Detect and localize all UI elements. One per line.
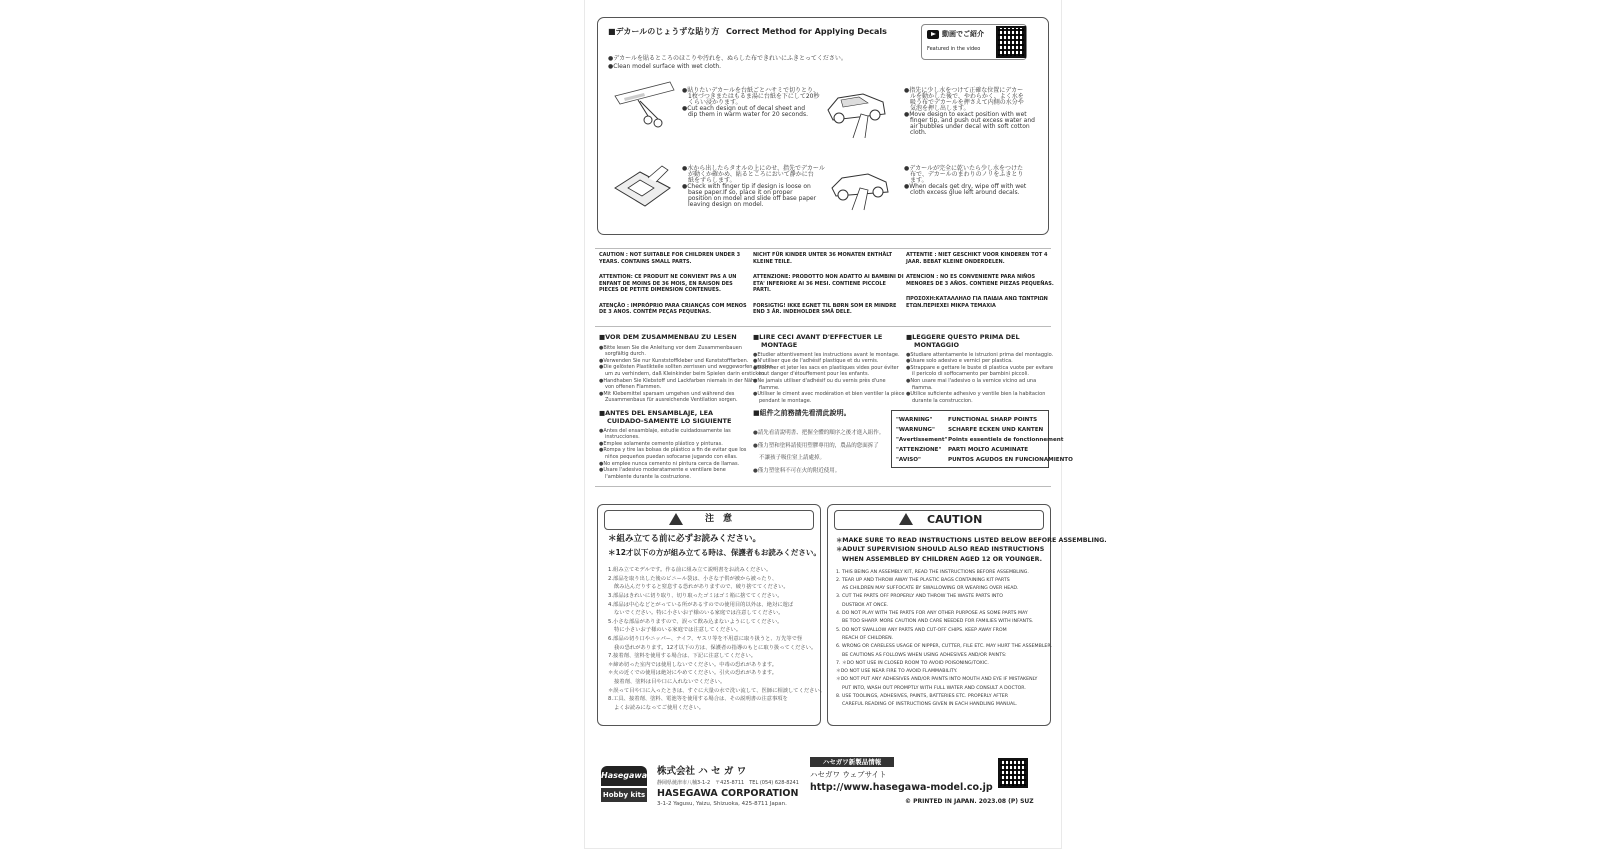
address-jp: 静岡県焼津市八楠3-1-2 〒425-8711 TEL (054) 628-8241	[657, 780, 799, 786]
sharp-row: "WARNUNG" SCHARFE ECKEN UND KANTEN	[896, 427, 1044, 433]
car-wiping-illustration	[828, 158, 893, 213]
list-line: ＊DO NOT PUT ANY ADHESIVES AND/OR PAINTS INTO MOUTH AND EYE IF MISTAKENLY	[836, 677, 1038, 683]
es-body	[599, 427, 746, 480]
list-line: ●Bitte lesen Sie die Anleitung vor dem Zusammenbauen	[599, 344, 742, 351]
warning-line: MENORES DE 3 AÑOS. CONTIENE PIEZAS PEQUEÑAS.	[906, 280, 1054, 287]
warning-triangle-icon	[669, 513, 683, 525]
warning-block	[906, 296, 1054, 309]
list-line: l'ambiente durante la costruzione.	[605, 473, 691, 480]
list-line: il pericolo di soffocamento per bambini piccoli.	[912, 371, 1029, 378]
list-line: ●Antes del ensamblaje, estudie cuidadosamente las	[599, 427, 731, 434]
warning-block	[753, 252, 904, 265]
warning-line: YEARS. CONTAINS SMALL PARTS.	[599, 258, 692, 265]
list-line: sorgfältig durch.	[605, 351, 646, 358]
fr-title: ■LIRE CECI AVANT D'EFFECTUER LE	[753, 333, 883, 341]
list-line: 6. WRONG OR CARELESS USAGE OF NIPPER, CUTTER, FILE ETC. MAY HURT THE ASSEMBLER.	[836, 644, 1052, 650]
list-line: ●請先看清說明書、把握全體的順序之後才進入組作。	[753, 430, 885, 436]
list-line: ●Non usare mai l'adesivo o la vernice vicino ad una	[906, 377, 1037, 384]
fr-body	[753, 351, 904, 404]
caution-jp-title: 注 意	[705, 514, 733, 524]
list-line: instrucciones.	[605, 434, 640, 441]
list-line: ＊火の近くでの使用は絶対にやめてください。引火の恐れがあります。	[608, 670, 778, 677]
printed-notice: © PRINTED IN JAPAN. 2023.08 (P) SUZ	[905, 798, 1034, 805]
caution-jp-lead1: ＊組み立てる前に必ずお読みください。	[608, 534, 762, 544]
video-label-jp: 動画でご紹介	[942, 30, 984, 38]
logo-top: Hasegawa	[601, 766, 647, 786]
list-line: BE TOO SHARP. MORE CAUTION AND CARE NEEDED FOR FAMILIES WITH INFANTS.	[842, 619, 1034, 625]
list-line: ●Etudier attentivement les instructions avant le montage.	[753, 351, 900, 358]
warning-line: ETA' INFERIORE AI 36 MESI. CONTIENE PICCOLE	[753, 280, 886, 287]
de-title: ■VOR DEM ZUSAMMENBAU ZU LESEN	[599, 333, 737, 341]
warning-line: NICHT FÜR KINDER UNTER 36 MONATEN ENTHÄLT	[753, 252, 893, 258]
caution-jp-lead2: ＊12才以下の方が組み立てる時は、保護者もお読みください。	[608, 548, 821, 557]
news-label-bar: ハセガワ新製品情報	[810, 757, 894, 767]
car-decal-pressing-illustration	[823, 80, 893, 140]
list-line: Zusammenbaus für ausreichende Ventilation sorgen.	[605, 397, 738, 404]
list-line: ●Mit Klebemittel sparsam umgehen und während des	[599, 390, 735, 397]
assembly-notes-section	[585, 332, 1073, 480]
it-body	[906, 351, 1053, 404]
list-line: ＊誤って目や口に入ったときは、すぐに大量の水で洗い流して、医師に相談してください。	[608, 687, 826, 694]
fr-title-2: MONTAGE	[761, 341, 798, 349]
list-line: flamme.	[759, 384, 780, 391]
list-line: ＊ADULT SUPERVISION SHOULD ALSO READ INSTRUCTIONS	[836, 546, 1045, 554]
list-line: durante la construccion.	[912, 397, 973, 404]
sharp-row: "Avertissement"Points essentiels de fonctionnement	[896, 437, 1064, 443]
caution-en-lead	[836, 535, 1107, 563]
warnings-column-1	[599, 252, 747, 325]
warning-triangle-icon	[899, 513, 913, 525]
warning-line: JAAR. BEBAT KLEINE ONDERDELEN.	[906, 258, 1005, 265]
caution-jp-panel	[597, 504, 826, 726]
warning-line: KLEINE TEILE.	[753, 258, 792, 265]
list-line: 接着剤、塗料は目や口に入れないでください。	[614, 679, 726, 686]
zh-title: ■組件之前務請先看清此說明。	[753, 409, 851, 417]
list-line: ●僅力塑塗料不可在火的附近使用。	[753, 467, 841, 474]
video-badge[interactable]	[921, 24, 1027, 60]
list-line: niños pequeños puedan sofocarse jugando con ellas.	[605, 453, 738, 460]
list-line: ●Handhaben Sie Klebstoff und Lackfarben niemals in der Nähe	[599, 377, 758, 384]
list-line: ●N'utiliser que de l'adhésif plastique et du vernis.	[753, 358, 879, 365]
website-label: ハセガワ ウェブサイト	[810, 770, 887, 779]
list-line: 不讓孩子吸住窒上請處掉。	[759, 455, 826, 461]
list-line: 7. ＊DO NOT USE IN CLOSED ROOM TO AVOID POISONING/TOXIC.	[836, 660, 989, 666]
list-line: ないでください。特に小さいお子様のいる家庭では注意してください。	[614, 610, 784, 617]
list-line: ●Utiliser le ciment avec modération et bien ventiler la pièce	[753, 391, 905, 398]
warning-line: ATTENTIE : NIET GESCHIKT VOOR KINDEREN TOT 4	[906, 252, 1048, 258]
warning-line: PIECES DE PETITE DIMENSION CONTENUES.	[599, 287, 721, 293]
towel-check-illustration	[610, 158, 675, 213]
warning-line: FORSIGTIG! IKKE EGNET TIL BØRN SOM ER MINDRE	[753, 302, 897, 309]
warning-line: ΠΡΟΣΟΧΗ:ΚΑΤΑΛΛΗΛΟ ΓΙΑ ΠΑΙΔΙΑ ΑΝΩ ΤΩΝΤΡΙΩΝ	[906, 296, 1048, 302]
warning-block	[599, 303, 747, 316]
caution-en-items	[836, 567, 1052, 708]
warning-line: CAUTION : NOT SUITABLE FOR CHILDREN UNDER 3	[599, 252, 741, 258]
warning-block	[753, 303, 904, 316]
list-line: 2.部品を取り出した後のビニール袋は、小さな子供が被から被ったり、	[608, 575, 778, 582]
video-label-en: Featured in the video	[927, 46, 981, 52]
list-line: um zu verhindern, daß Kleinkinder beim Spielen darin ersticken.	[605, 370, 766, 377]
list-line: ●Utilice suficiente adhesivo y ventile bien la habitacion	[906, 391, 1046, 398]
list-line: ●Rompa y tire las bolsas de plástico a fin de evitar que los	[599, 447, 747, 454]
company-name-en: HASEGAWA CORPORATION	[657, 788, 799, 799]
scissors-cutting-illustration	[610, 76, 675, 131]
warning-line: ATTENZIONE: PRODOTTO NON ADATTO AI BAMBINI DI	[753, 274, 904, 280]
step-check-text: ●水から出したらタオルの上にのせ、指先でデカール が動くか確かめ、貼るところにおいて静かに台 紙をずらします。 ●Check with finger tip if design is loose on base paper.If so, place it on proper position on model and slide off base paper leaving design on model.	[682, 165, 825, 208]
list-line: ＊締め切った室内では使用しないでください。中毒の恐れがあります。	[608, 661, 778, 668]
list-line: PUT INTO, WASH OUT PROMPTLY WITH FULL WATER AND CONSULT A DOCTOR.	[842, 685, 1026, 691]
step-dry-text: ●デカールが完全に乾いたら少し水をつけた 布で、デカールのまわりのノリをふきとり ます。 ●When decals get dry, wipe off with wet cloth excess glue left around decals.	[904, 165, 1027, 196]
list-line: ●Emplee solamente cemento plástico y pinturas.	[599, 440, 723, 447]
list-line: 1.組み立てモデルです。作る前に組み立て説明書をお読みください。	[608, 567, 772, 574]
sharp-row: "AVISO" PUNTOS AGUDOS EN FUNCIONAMIENTO	[896, 457, 1073, 463]
list-line: AS CHILDREN MAY SUFFOCATE BY SWALLOWING OR WEARING OVER HEAD.	[842, 586, 1019, 592]
list-line: 5.小さな部品がありますので、誤って飲み込まないようにしてください。	[608, 618, 783, 625]
warning-block	[906, 252, 1054, 265]
hasegawa-logo[interactable]	[601, 766, 647, 804]
list-line: von offenen Flammen.	[605, 384, 662, 391]
list-line: 5. DO NOT SWALLOW ANY PARTS AND CUT-OFF CHIPS. KEEP AWAY FROM	[836, 627, 1007, 633]
warning-line: ENFANT DE MOINS DE 36 MOIS, EN RAISON DES	[599, 280, 733, 287]
list-line: ●Die gelösten Plastikteile sollten zerrissen und weggeworfen werden,	[599, 364, 775, 371]
list-line: 3.部品はきれいに切り取り、切り取ったゴミはゴミ箱に捨ててください。	[608, 593, 783, 600]
warning-line: DE 3 ANOS. CONTÉM PEÇAS PEQUENAS.	[599, 309, 712, 315]
list-line: 4. DO NOT PLAY WITH THE PARTS FOR ANY OTHER PURPOSE AS SOME PARTS MAY	[836, 611, 1028, 617]
warning-line: END 3 ÅR. INDEHOLDER SMÅ DELE.	[753, 309, 852, 315]
list-line: REACH OF CHILDREN.	[842, 635, 894, 641]
sharp-row: "ATTENZIONE" PARTI MOLTO ACUMINATE	[896, 447, 1029, 453]
list-line: pendant le montage.	[759, 397, 812, 404]
list-line: ●僅力塑和塗料請使用塑膠專用的，農品的您面拆了	[753, 442, 879, 449]
it-title-2: MONTAGGIO	[914, 341, 960, 349]
caution-jp-header	[604, 510, 814, 530]
list-line: ＊MAKE SURE TO READ INSTRUCTIONS LISTED BELOW BEFORE ASSEMBLING.	[836, 537, 1107, 544]
it-title: ■LEGGERE QUESTO PRIMA DEL	[906, 333, 1020, 341]
address-en: 3-1-2 Yagusu, Yaizu, Shizuoka, 425-8711 Japan.	[657, 801, 787, 807]
website-qr-code[interactable]	[998, 758, 1028, 788]
de-body	[599, 344, 774, 403]
instruction-sheet	[585, 0, 1107, 848]
list-line: 7.接着剤、塗料を使用する場合は、下記に注意してください。	[608, 653, 757, 660]
list-line: ●Déchirer et jeter les sacs en plastiques vides pour éviter	[753, 364, 899, 371]
warning-block	[599, 252, 747, 265]
warning-block	[753, 274, 904, 294]
sharp-points-box	[891, 410, 1073, 468]
list-line: ●Usare solo adesivo e vernici per plastica.	[906, 358, 1013, 365]
step-cut-text: ●貼りたいデカールを台紙ごとハサミで切りとり、 1枚づつきまたはもるま湯に台紙を下にして20秒 くらい浸かります。 ●Cut each design out of decal sheet and dip them in warm water for 20 seconds.	[682, 87, 820, 118]
list-line: ●Verwenden Sie nur Kunststoffkleber und Kunststofffarben.	[599, 357, 749, 364]
es-title: ■ANTES DEL ENSAMBLAJE, LEA	[599, 409, 714, 417]
small-parts-warnings	[585, 252, 1061, 322]
list-line: 2. TEAR UP AND THROW AWAY THE PLASTIC BAGS CONTAINING KIT PARTS	[836, 577, 1010, 583]
list-line: 8. USE TOOLINGS, ADHESIVES, PAINTS, BATTERIES ETC. PROPERLY AFTER	[836, 694, 1008, 700]
sharp-row: "WARNING" FUNCTIONAL SHARP POINTS	[896, 417, 1038, 423]
list-line: 1. THIS BEING AN ASSEMBLY KIT, READ THE INSTRUCTIONS BEFORE ASSEMBLING.	[836, 569, 1029, 575]
list-line: 3. CUT THE PARTS OFF PROPERLY AND THROW THE WASTE PARTS INTO	[836, 594, 1003, 600]
decal-title-jp: ■デカールのじょうずな貼り方	[608, 27, 720, 36]
list-line: ●Strappare e gettare le buste di plastica vuote per evitare	[906, 364, 1054, 371]
list-line: ●Studiare attentamente le istruzioni prima del montaggio.	[906, 351, 1054, 358]
list-line: BE CAUTIONS AS FOLLOWS WHEN USING ADHESIVES AND/OR PAINTS:	[842, 652, 1007, 658]
warning-line: ATENCION : NO ES CONVENIENTE PARA NIÑOS	[906, 274, 1036, 280]
list-line: ●Usare l'adesivo moderatamente e ventilare bene	[599, 467, 726, 474]
caution-jp-items	[608, 565, 825, 711]
list-line: ＊DO NOT USE NEAR FIRE TO AVOID FLAMMABILITY.	[836, 669, 958, 675]
caution-en-panel	[827, 504, 1107, 726]
warning-line: ATENÇÃO : IMPRÓPRIO PARA CRIANÇAS COM MENOS	[599, 302, 747, 309]
list-line: fiamma.	[912, 384, 933, 391]
step-move-text: ●指先に少し水をつけて正確な位置にデカー ルを動かした後で、やわらかく、よく水を 吸う布でデカールを押さえて内側の水分や 気泡を押し出します。 ●Move design to exact position with wet finger tip, and push out excess water and air bubbles under decal with soft cotton cloth.	[904, 87, 1035, 136]
caution-en-header	[834, 510, 1044, 530]
list-line: DUSTBOX AT ONCE.	[842, 602, 889, 608]
warning-block	[599, 274, 747, 294]
company-name-jp: 株式会社 ハ セ ガ ワ	[657, 766, 747, 777]
caution-en-title: CAUTION	[927, 513, 983, 526]
warning-line: ΕΤΩΝ.ΠΕΡΙΕΧΕΙ ΜΙΚΡΑ ΤΕΜΑΧΙΑ	[906, 302, 996, 309]
list-line: ●No emplee nunca cemento ni pintura cerca de llamas.	[599, 460, 740, 467]
play-icon	[927, 30, 939, 39]
warning-block	[906, 274, 1054, 287]
warnings-column-3	[906, 252, 1054, 318]
list-line: よくお読みになってご使用ください。	[614, 704, 705, 711]
step-clean-text: ●デカールを貼るところのほこりや汚れを、ぬらした布できれいにふきとってください。 ●Clean model surface with wet cloth.	[608, 55, 847, 70]
list-line: WHEN ASSEMBLED BY CHILDREN AGED 12 OR YOUNGER.	[842, 555, 1043, 563]
zh-body	[753, 424, 884, 474]
video-qr-code[interactable]	[996, 26, 1026, 58]
list-line: 飲み込んだりすると窒息する恐れがありますので、破り捨ててください。	[614, 584, 789, 591]
decal-instructions-panel	[597, 17, 1049, 235]
logo-bottom: Hobby kits	[601, 788, 647, 802]
list-line: CAREFUL READING OF INSTRUCTIONS GIVEN IN EACH HANDLING MANUAL.	[842, 702, 1018, 708]
list-line: 6.部品の切り口やニッパー、ナイフ、ヤスリ等を不用意に取り扱うと、万先等で怪	[608, 636, 803, 643]
website-url[interactable]: http://www.hasegawa-model.co.jp	[810, 782, 993, 793]
decal-title-en: Correct Method for Applying Decals	[726, 27, 887, 36]
list-line: 特に小さいお子様のいる家庭では注意してください。	[614, 627, 742, 634]
es-title-2: CUIDADO-SAMENTE LO SIGUIENTE	[607, 417, 732, 425]
warnings-column-2	[753, 252, 904, 325]
list-line: tout danger d'étouffement pour les enfants.	[759, 371, 870, 378]
list-line: 8.工具、接着剤、塗料、電池等を使用する場合は、その説明書の注意事項を	[608, 696, 788, 703]
warning-line: ATTENTION: CE PRODUIT NE CONVIENT PAS A UN	[599, 274, 737, 280]
list-line: 我の恐れがあります。12才以下の方は、保護者の指導のもとに取り扱ってください。	[614, 644, 817, 651]
list-line: 4.部品は中心などとがっている所があるすのでの使用目的以外は、絶対に遊ば	[608, 601, 794, 608]
list-line: ●Ne jamais utiliser d'adhésif ou du vernis près d'une	[753, 377, 886, 384]
warning-line: PARTI.	[753, 287, 771, 293]
